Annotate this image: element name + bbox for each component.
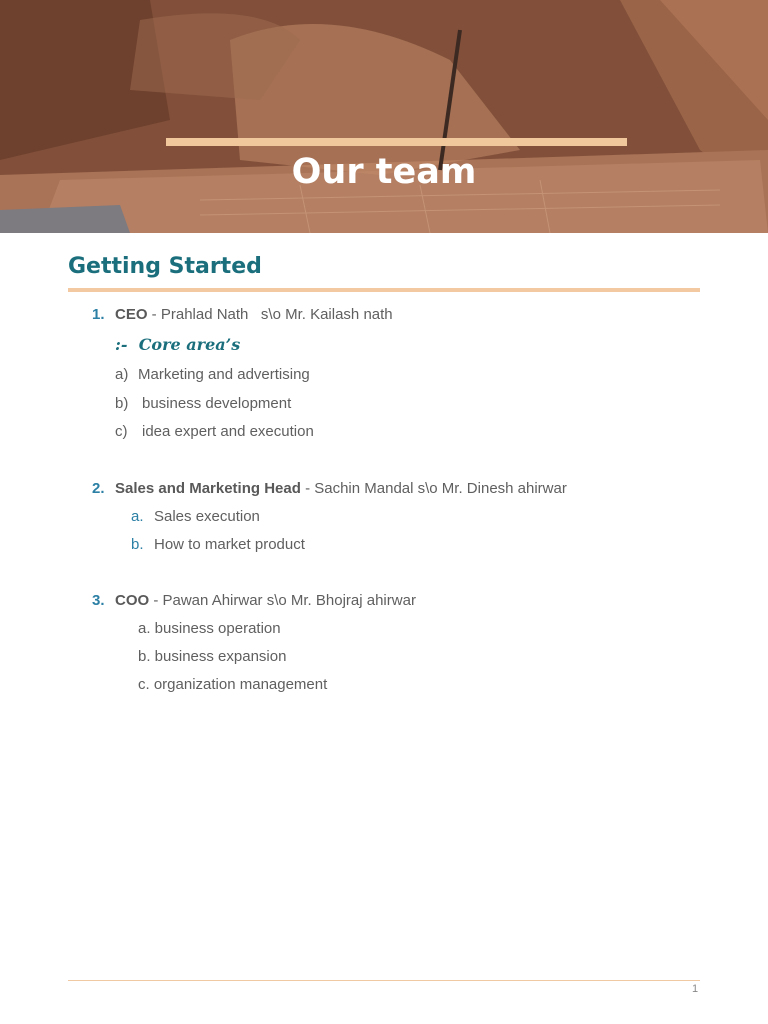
header-photo	[0, 0, 768, 233]
sub-item-text: business development	[142, 395, 292, 412]
header-banner	[0, 0, 768, 233]
sub-item-text: How to market product	[154, 536, 305, 553]
core-areas-label: :- Core area’s	[115, 335, 241, 354]
list-item-text	[115, 306, 393, 323]
section-heading: Getting Started	[68, 254, 262, 279]
footer-divider	[68, 980, 700, 981]
list-number: 2.	[92, 480, 105, 497]
sub-item-text: Sales execution	[154, 508, 260, 525]
list-number: 1.	[92, 306, 105, 323]
sub-item-marker: b)	[115, 395, 129, 412]
sub-item-text: idea expert and execution	[142, 423, 314, 440]
person-name: - Pawan Ahirwar s\o Mr. Bhojraj ahirwar	[149, 592, 416, 609]
sub-item-marker: a)	[115, 366, 129, 383]
sub-item-text: c. organization management	[138, 676, 328, 693]
page-number: 1	[692, 983, 699, 995]
person-name: - Sachin Mandal s\o Mr. Dinesh ahirwar	[300, 480, 567, 497]
list-number: 3.	[92, 592, 105, 609]
sub-item-text: b. business expansion	[138, 648, 287, 665]
person-name: - Prahlad Nath s\o Mr. Kailash nath	[147, 306, 393, 323]
list-item-text	[115, 592, 416, 609]
list-item-text	[115, 480, 567, 497]
sub-item-marker: a.	[131, 508, 144, 525]
page-title: Our team	[291, 152, 477, 192]
header-accent-rule	[166, 138, 627, 146]
sub-item-text: a. business operation	[138, 620, 281, 637]
heading-divider	[68, 288, 700, 292]
role-label: CEO	[115, 306, 148, 323]
sub-item-marker: b.	[131, 536, 144, 553]
sub-item-text: Marketing and advertising	[138, 366, 310, 383]
role-label: Sales and Marketing Head	[115, 480, 301, 497]
role-label: COO	[115, 592, 150, 609]
sub-item-marker: c)	[115, 423, 128, 440]
